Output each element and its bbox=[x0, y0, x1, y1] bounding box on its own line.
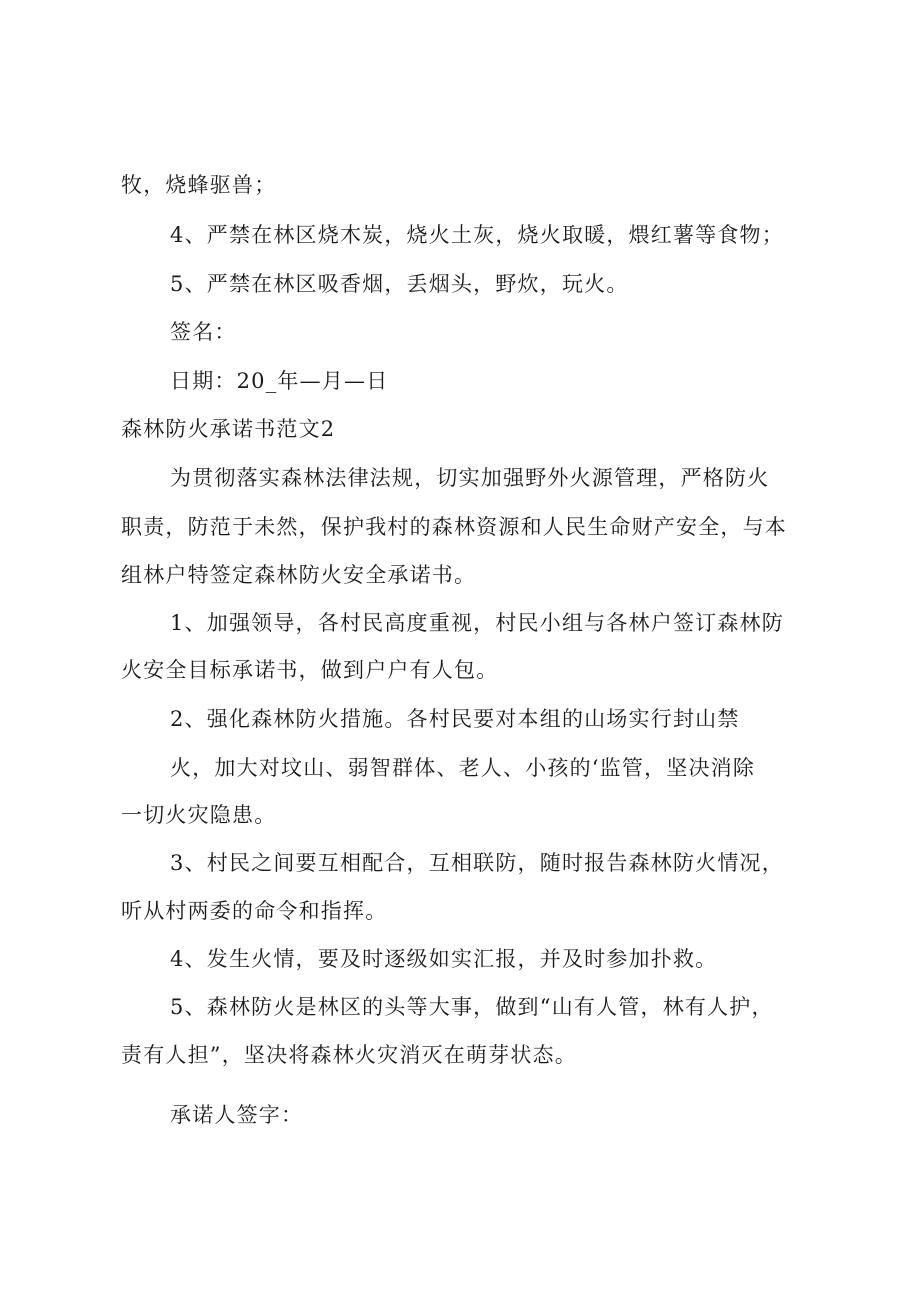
text-line: 3、村民之间要互相配合，互相联防，随时报告森林防火情况， bbox=[170, 851, 784, 875]
date-line: 日期：20_年—月—日 bbox=[170, 369, 389, 393]
text-line: 牧，烧蜂驱兽； bbox=[121, 173, 277, 197]
signature-label: 承诺人签字： bbox=[170, 1103, 304, 1127]
text-line: 5、森林防火是林区的头等大事，做到“山有人管，林有人护， bbox=[170, 995, 774, 1019]
signature-label: 签名： bbox=[170, 320, 237, 344]
text-line: 5、严禁在林区吸香烟，丢烟头，野炊，玩火。 bbox=[170, 272, 629, 296]
text-line: 听从村两委的命令和指挥。 bbox=[121, 899, 388, 923]
text-line: 为贯彻落实森林法律法规，切实加强野外火源管理，严格防火 bbox=[170, 466, 770, 490]
text-line: 4、严禁在林区烧木炭，烧火土灰，烧火取暖，煨红薯等食物； bbox=[170, 223, 784, 247]
section-heading: 森林防火承诺书范文2 bbox=[121, 417, 336, 441]
text-line: 组林户特签定森林防火安全承诺书。 bbox=[121, 563, 477, 587]
text-line: 1、加强领导，各村民高度重视，村民小组与各林户签订森林防 bbox=[170, 611, 784, 635]
text-line: 一切火灾隐患。 bbox=[121, 803, 277, 827]
text-line: 责有人担”，坚决将森林火灾消灭在萌芽状态。 bbox=[121, 1043, 577, 1067]
text-line: 火，加大对坟山、弱智群体、老人、小孩的‘监管，坚决消除 bbox=[170, 756, 756, 780]
text-line: 职责，防范于未然，保护我村的森林资源和人民生命财产安全，与本 bbox=[121, 515, 787, 539]
text-line: 2、强化森林防火措施。各村民要对本组的山场实行封山禁 bbox=[170, 707, 740, 731]
text-line: 4、发生火情，要及时逐级如实汇报，并及时参加扑救。 bbox=[170, 947, 718, 971]
text-line: 火安全目标承诺书，做到户户有人包。 bbox=[121, 658, 499, 682]
